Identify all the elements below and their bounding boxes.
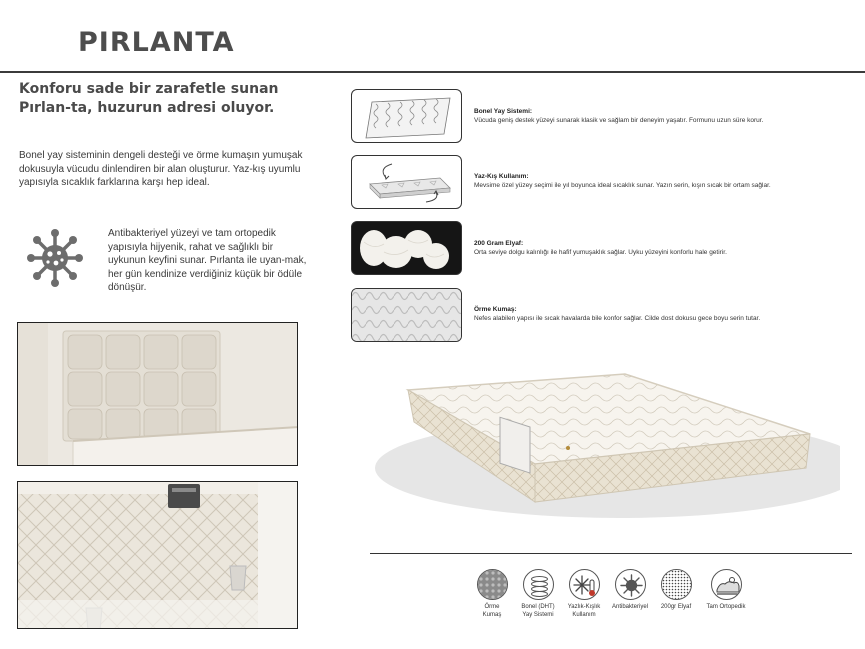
antibacterial-paragraph: Antibakteriyel yüzeyi ve tam ortopedik yapısıyla hijyenik, rahat ve sağlıklı bir uykunun keyfini sunar. Pırlanta ile uyan-mak, her gün kendinize verdiğiniz küçük bir ödüle dönüşür.: [108, 228, 307, 293]
badge-orthopedic: [696, 569, 756, 612]
badge-label: Örme Kumaş: [482, 604, 502, 618]
orthopedic-icon: [711, 569, 742, 600]
spring-icon: [523, 569, 554, 600]
feature-title-fiber: 200 Gram Elyaf:: [474, 240, 524, 247]
footer-divider: [370, 553, 852, 554]
spring-coil-icon: [351, 89, 462, 143]
snow-sun-icon: [569, 569, 600, 600]
fiber-icon: [351, 221, 462, 275]
knit-fabric-icon: [351, 288, 462, 342]
fiber-icon: [661, 569, 692, 600]
feature-title-spring: Bonel Yay Sistemi:: [474, 108, 533, 115]
flip-mattress-icon: [351, 155, 462, 209]
feature-desc-fiber: Orta seviye dolgu kalınlığı ile hafif yumuşaklık sağlar. Uyku yüzeyini konforlu hale getirir.: [474, 249, 727, 256]
feature-title-knit: Örme Kumaş:: [474, 306, 517, 313]
bed-base-photo: [17, 481, 298, 629]
headboard-photo: [17, 322, 298, 466]
badge-label: Yazlık-Kışlık Kullanım: [567, 604, 601, 618]
badge-label: Tam Ortopedik: [706, 604, 746, 610]
page-title: PIRLANTA: [78, 27, 235, 58]
knit-fabric-icon: [477, 569, 508, 600]
antibacterial-virus-icon: [26, 226, 84, 290]
badge-label: 200gr Elyaf: [660, 604, 692, 610]
antibacterial-icon: [615, 569, 646, 600]
mattress-product-image: [370, 368, 840, 520]
feature-title-season: Yaz-Kış Kullanım:: [474, 173, 529, 180]
intro-paragraph: Bonel yay sisteminin dengeli desteği ve örme kumaşın yumuşak dokusuyla vücudu dinlendiren bir alan oluşturur. Yaz-kış uyumlu yapısıyla sıcaklık farklarına karşı hep ideal.: [19, 150, 303, 188]
badge-label: Antibakteriyel: [611, 604, 649, 610]
headline: Konforu sade bir zarafetle sunan Pırlan-ta, huzurun adresi oluyor.: [19, 81, 279, 116]
badge-label: Bonel (DHT) Yay Sistemi: [521, 604, 555, 618]
feature-desc-spring: Vücuda geniş destek yüzeyi sunarak klasik ve sağlam bir deneyim yaşatır. Formunu uzun süre korur.: [474, 117, 764, 124]
feature-desc-season: Mevsime özel yüzey seçimi ile yıl boyunca ideal sıcaklık sunar. Yazın serin, kışın sıcak bir ortam sağlar.: [474, 182, 771, 189]
header-divider: [0, 71, 865, 73]
feature-desc-knit: Nefes alabilen yapısı ile sıcak havalarda bile konfor sağlar. Cilde dost dokusu gece boyu serin tutar.: [474, 315, 761, 322]
